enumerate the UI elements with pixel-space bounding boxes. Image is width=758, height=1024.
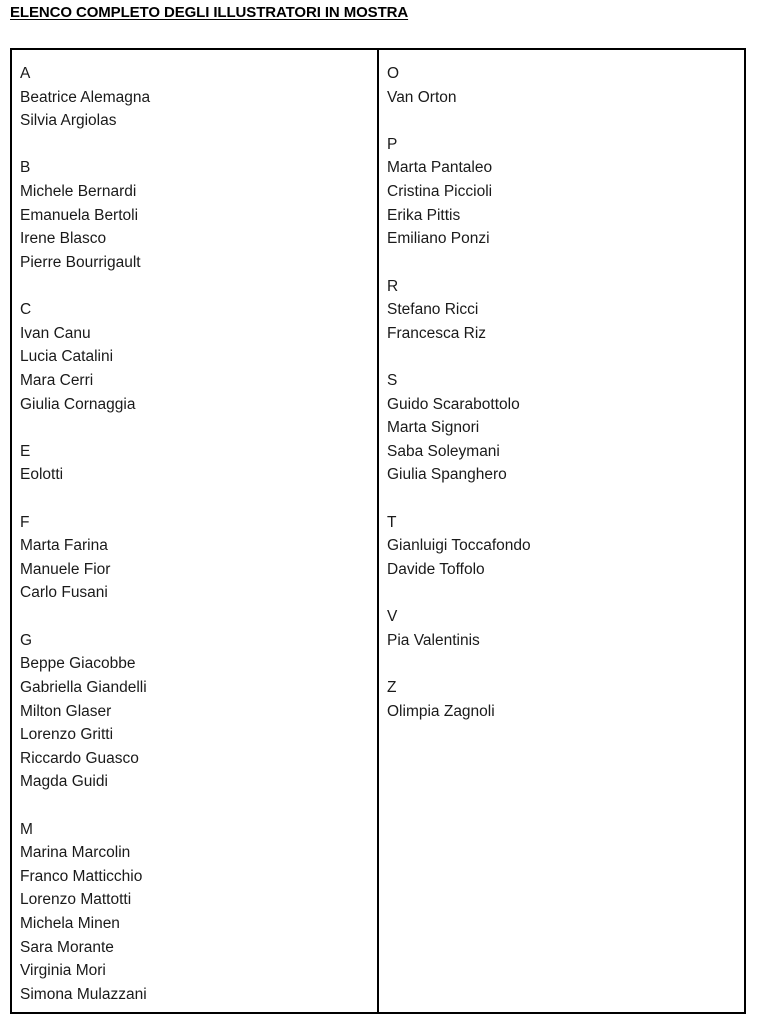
group-letter: M (20, 820, 33, 838)
illustrator-name: Simona Mulazzani (20, 985, 147, 1003)
illustrator-name: Franco Matticchio (20, 867, 143, 885)
illustrator-name: Davide Toffolo (387, 560, 485, 578)
letter-group (387, 133, 744, 251)
letter-group (20, 440, 377, 487)
letter-group (387, 676, 744, 723)
group-letter: P (387, 135, 398, 153)
illustrator-name: Milton Glaser (20, 702, 112, 720)
illustrator-name: Marina Marcolin (20, 844, 131, 862)
illustrators-table (10, 48, 746, 1014)
illustrator-name: Mara Cerri (20, 371, 94, 389)
illustrator-name: Virginia Mori (20, 962, 106, 980)
illustrator-name: Olimpia Zagnoli (387, 702, 495, 720)
letter-group (20, 156, 377, 274)
left-column (12, 50, 379, 1012)
letter-group (387, 511, 744, 582)
document-title: ELENCO COMPLETO DEGLI ILLUSTRATORI IN MOSTRA (10, 4, 409, 21)
illustrator-name: Stefano Ricci (387, 301, 479, 319)
group-letter: V (387, 608, 398, 626)
illustrator-name: Michela Minen (20, 914, 120, 932)
illustrator-name: Irene Blasco (20, 230, 107, 248)
illustrator-name: Lucia Catalini (20, 348, 114, 366)
illustrator-name: Magda Guidi (20, 773, 108, 791)
group-letter: A (20, 65, 31, 82)
illustrator-name: Gianluigi Toccafondo (387, 537, 531, 555)
group-letter: T (387, 513, 397, 531)
illustrator-name: Silvia Argiolas (20, 112, 117, 130)
illustrator-name: Lorenzo Mattotti (20, 891, 132, 909)
illustrator-name: Pierre Bourrigault (20, 253, 141, 271)
illustrator-name: Beatrice Alemagna (20, 88, 151, 106)
group-letter: F (20, 513, 30, 531)
right-column (379, 50, 744, 1012)
illustrator-name: Saba Soleymani (387, 442, 500, 460)
group-letter: S (387, 372, 398, 389)
illustrator-name: Lorenzo Gritti (20, 726, 114, 744)
illustrator-name: Giulia Cornaggia (20, 395, 136, 413)
illustrator-name: Marta Farina (20, 537, 108, 555)
illustrator-name: Marta Signori (387, 419, 480, 437)
letter-group (387, 275, 744, 346)
illustrator-name: Guido Scarabottolo (387, 395, 520, 413)
letter-group (20, 298, 377, 416)
illustrator-name: Francesca Riz (387, 324, 487, 342)
illustrator-name: Giulia Spanghero (387, 466, 507, 484)
illustrator-name: Manuele Fior (20, 560, 111, 578)
group-letter: R (387, 277, 399, 295)
illustrator-name: Carlo Fusani (20, 584, 108, 602)
letter-group (20, 511, 377, 605)
letter-group (387, 62, 744, 109)
illustrator-name: Eolotti (20, 466, 64, 484)
illustrator-name: Ivan Canu (20, 324, 91, 342)
illustrator-name: Pia Valentinis (387, 631, 480, 649)
illustrator-name: Michele Bernardi (20, 183, 137, 201)
illustrator-name: Gabriella Giandelli (20, 678, 147, 696)
illustrator-name: Erika Pittis (387, 206, 461, 224)
illustrator-name: Emiliano Ponzi (387, 230, 490, 248)
group-letter: Z (387, 679, 397, 696)
illustrator-name: Marta Pantaleo (387, 159, 493, 177)
letter-group (20, 818, 377, 1007)
letter-group (387, 605, 744, 652)
letter-group (20, 62, 377, 133)
illustrator-name: Beppe Giacobbe (20, 655, 136, 673)
illustrator-name: Emanuela Bertoli (20, 206, 139, 224)
illustrator-name: Van Orton (387, 88, 457, 106)
group-letter: C (20, 301, 32, 319)
illustrator-name: Sara Morante (20, 938, 114, 956)
group-letter: G (20, 631, 33, 649)
illustrator-name: Riccardo Guasco (20, 749, 139, 767)
illustrator-name: Cristina Piccioli (387, 183, 493, 201)
group-letter: B (20, 159, 31, 177)
group-letter: E (20, 442, 31, 460)
letter-group (20, 629, 377, 794)
letter-group (387, 369, 744, 487)
group-letter: O (387, 65, 400, 82)
